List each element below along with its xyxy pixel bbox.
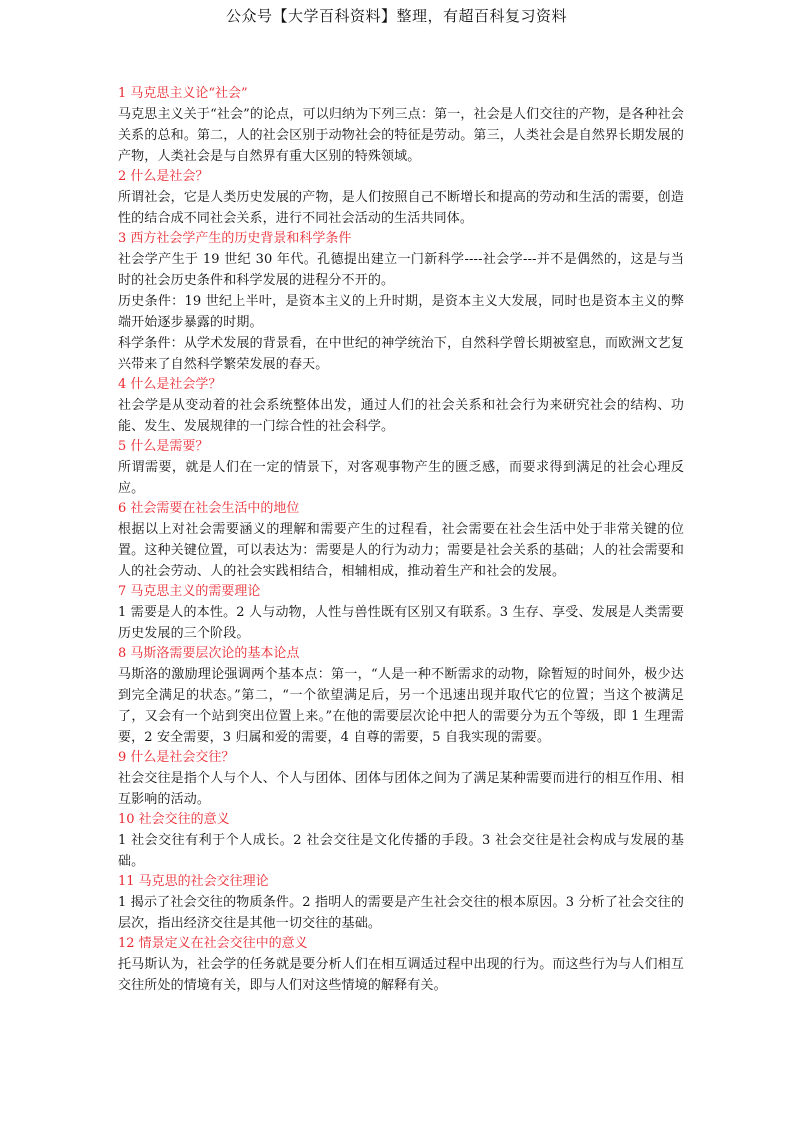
section-1 bbox=[118, 84, 684, 167]
section-paragraph: 1 需要是人的本性。2 人与动物，人性与兽性既有区别又有联系。3 生存、享受、发展是人类需要历史发展的三个阶段。 bbox=[118, 605, 684, 641]
section-paragraph: 社会学是从变动着的社会系统整体出发，通过人们的社会关系和社会行为来研究社会的结构、功能、发生、发展规律的一门综合性的社会科学。 bbox=[118, 398, 684, 434]
section-body bbox=[118, 104, 684, 167]
section-body bbox=[118, 457, 684, 499]
section-12 bbox=[118, 934, 684, 996]
document-content bbox=[118, 84, 684, 996]
section-7 bbox=[118, 582, 684, 644]
section-5 bbox=[118, 437, 684, 499]
section-paragraph: 所谓需要，就是人们在一定的情景下，对客观事物产生的匮乏感，而要求得到满足的社会心理反应。 bbox=[118, 460, 684, 496]
section-paragraph: 根据以上对社会需要涵义的理解和需要产生的过程看，社会需要在社会生活中处于非常关键的位置。这种关键位置，可以表达为：需要是人的行为动力；需要是社会关系的基础；人的社会需要和人的社会劳动、人的社会实践相结合，相辅相成，推动着生产和社会的发展。 bbox=[118, 522, 684, 579]
section-title: 12 情景定义在社会交往中的意义 bbox=[118, 936, 308, 951]
section-body bbox=[118, 187, 684, 229]
section-title: 4 什么是社会学？ bbox=[118, 377, 222, 392]
section-paragraph: 社会交往是指个人与个人、个人与团体、团体与团体之间为了满足某种需要而进行的相互作用、相互影响的活动。 bbox=[118, 771, 684, 807]
section-paragraph: 所谓社会，它是人类历史发展的产物，是人们按照自己不断增长和提高的劳动和生活的需要，创造性的结合成不同社会关系，进行不同社会活动的生活共同体。 bbox=[118, 190, 684, 226]
section-body bbox=[118, 664, 684, 748]
section-paragraph: 科学条件：从学术发展的背景看，在中世纪的神学统治下，自然科学曾长期被窒息，而欧洲文艺复兴带来了自然科学繁荣发展的春天。 bbox=[118, 336, 684, 372]
section-3 bbox=[118, 229, 684, 375]
section-title: 11 马克思的社会交往理论 bbox=[118, 874, 269, 889]
section-4 bbox=[118, 375, 684, 437]
section-title: 9 什么是社会交往？ bbox=[118, 750, 235, 765]
section-body bbox=[118, 519, 684, 582]
section-9 bbox=[118, 748, 684, 810]
section-8 bbox=[118, 644, 684, 748]
section-title: 5 什么是需要？ bbox=[118, 439, 209, 454]
section-paragraph: 马克思主义关于“社会”的论点，可以归纳为下列三点：第一，社会是人们交往的产物，是各种社会关系的总和。第二，人的社会区别于动物社会的特征是劳动。第三，人类社会是自然界长期发展的产物，人类社会是与自然界有重大区别的特殊领域。 bbox=[118, 107, 684, 164]
section-body bbox=[118, 602, 684, 644]
section-title: 8 马斯洛需要层次论的基本论点 bbox=[118, 646, 300, 661]
section-10 bbox=[118, 810, 684, 872]
section-11 bbox=[118, 872, 684, 934]
page-header: 公众号【大学百科资料】整理，有超百科复习资料 bbox=[225, 7, 567, 25]
section-paragraph: 1 社会交往有利于个人成长。2 社会交往是文化传播的手段。3 社会交往是社会构成与发展的基础。 bbox=[118, 833, 684, 869]
section-title: 3 西方社会学产生的历史背景和科学条件 bbox=[118, 231, 352, 246]
section-paragraph: 托马斯认为，社会学的任务就是要分析人们在相互调适过程中出现的行为。而这些行为与人们相互交往所处的情境有关，即与人们对这些情境的解释有关。 bbox=[118, 957, 684, 993]
section-body bbox=[118, 249, 684, 375]
section-paragraph: 1 揭示了社会交往的物质条件。2 指明人的需要是产生社会交往的根本原因。3 分析了社会交往的层次，指出经济交往是其他一切交往的基础。 bbox=[118, 895, 684, 931]
section-2 bbox=[118, 167, 684, 229]
section-paragraph: 马斯洛的激励理论强调两个基本点：第一，“人是一种不断需求的动物，除暂短的时间外，极少达到完全满足的状态。”第二，“一个欲望满足后，另一个迅速出现并取代它的位置；当这个被满足了，又会有一个站到突出位置上来。”在他的需要层次论中把人的需要分为五个等级，即 1 生理需要，2 安全需要，3 归属和爱的需要，4 自尊的需要，5 自我实现的需要。 bbox=[118, 667, 684, 745]
section-title: 1 马克思主义论“社会” bbox=[118, 86, 248, 101]
section-body bbox=[118, 830, 684, 872]
section-body bbox=[118, 395, 684, 437]
section-title: 10 社会交往的意义 bbox=[118, 812, 230, 827]
section-title: 2 什么是社会？ bbox=[118, 169, 209, 184]
section-title: 7 马克思主义的需要理论 bbox=[118, 584, 261, 599]
section-paragraph: 历史条件：19 世纪上半叶，是资本主义的上升时期，是资本主义大发展，同时也是资本主义的弊端开始逐步暴露的时期。 bbox=[118, 294, 684, 330]
section-title: 6 社会需要在社会生活中的地位 bbox=[118, 501, 300, 516]
section-body bbox=[118, 768, 684, 810]
section-paragraph: 社会学产生于 19 世纪 30 年代。孔德提出建立一门新科学----社会学---并不是偶然的，这是与当时的社会历史条件和科学发展的进程分不开的。 bbox=[118, 252, 684, 288]
section-body bbox=[118, 892, 684, 934]
sections-container bbox=[118, 84, 684, 996]
section-6 bbox=[118, 499, 684, 582]
section-body bbox=[118, 954, 684, 996]
